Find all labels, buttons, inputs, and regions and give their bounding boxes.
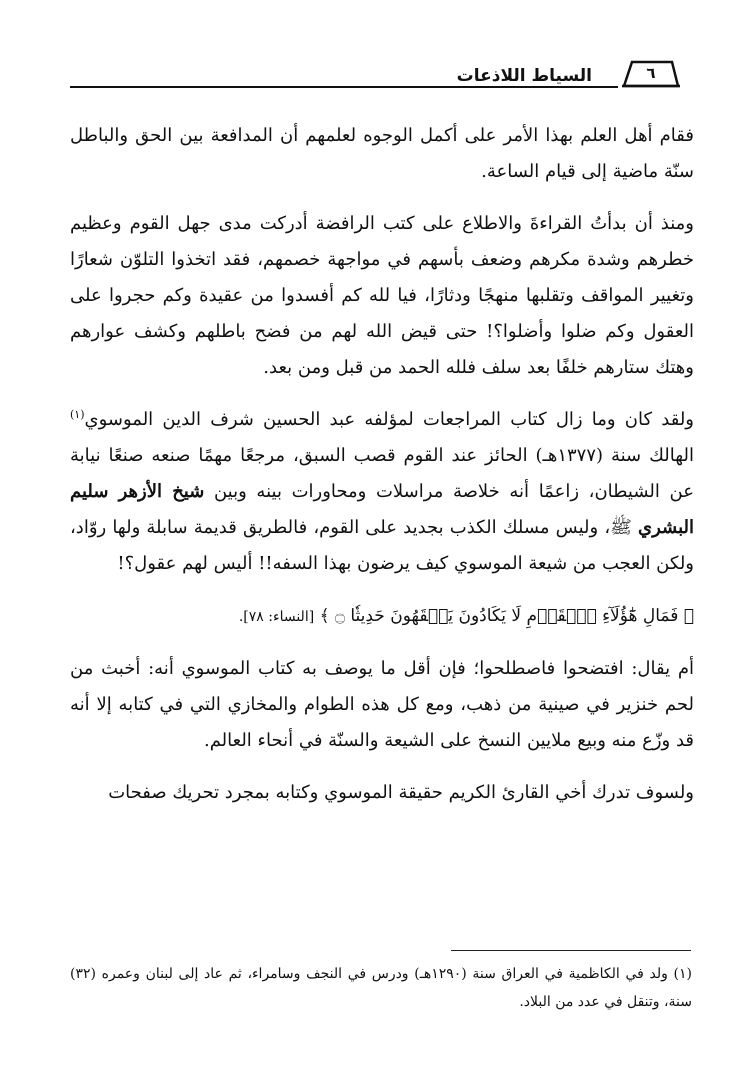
paragraph-3 [70, 402, 694, 582]
paragraph-2: ومنذ أن بدأتُ القراءةَ والاطلاع على كتب الرافضة أدركت مدى جهل القوم وعظيم خطرهم وشدة مكرهم وضعف بأسهم في مواجهة خصمهم، فقد اتخذوا التلوّن شعارًا وتغيير المواقف وتقلبها منهجًا ودثارًا، فيا لله كم أفسدوا من عقيدة وكم حجروا على العقول وكم ضلوا وأضلوا؟! حتى قيض الله لهم من فضح باطلهم وكشف عوارهم وهتك ستارهم خلفًا بعد سلف فلله الحمد من قبل ومن بعد. [70, 213, 694, 378]
quran-verse [70, 598, 694, 635]
page-number-frame [622, 60, 680, 88]
paragraph-3-start: ولقد كان وما زال كتاب المراجعات لمؤلفه عبد الحسين شرف الدين الموسوي [84, 409, 694, 430]
paragraph-3-middle: الهالك سنة (١٣٧٧هـ) الحائز عند القوم قصب السبق، مرجعًا مهمًا صنعه صنعًا نيابة عن الشيطان، زاعمًا أنه خلاصة مراسلات ومحاورات بينه وبين [70, 445, 694, 502]
paragraph-1: فقام أهل العلم بهذا الأمر على أكمل الوجوه لعلمهم أن المدافعة بين الحق والباطل سنّة ماضية إلى قيام الساعة. [70, 125, 694, 182]
running-header [70, 60, 680, 100]
header-rule [70, 86, 618, 88]
page-number: ٦ [646, 64, 656, 82]
main-text [70, 118, 694, 827]
paragraph-3-bold-name: شيخ الأزهر سليم البشري [70, 481, 694, 538]
paragraph-5: ولسوف تدرك أخي القارئ الكريم حقيقة الموسوي وكتابه بمجرد تحريك صفحات [108, 782, 694, 803]
paragraph-4: أم يقال: افتضحوا فاصطلحوا؛ فإن أقل ما يوصف به كتاب الموسوي أنه: أخبث من لحم خنزير في صينية من ذهب، ومع كل هذه الطوام والمخازي التي في كتابه إلا أنه قد وزّع منه وبيع ملايين النسخ على الشيعة والسنّة في أنحاء العالم. [70, 658, 694, 751]
book-title: السياط اللاذعات [449, 66, 600, 86]
footnote-marker[interactable]: (١) [70, 408, 85, 421]
quran-reference: [النساء: ٧٨]. [238, 609, 315, 625]
footnote-rule [451, 950, 691, 951]
paragraph-3-end: ﷺ، وليس مسلك الكذب بجديد على القوم، فالطريق قديمة سابلة ولها روّاد، ولكن العجب من شيعة الموسوي كيف يرضون بهذا السفه!! أليس لهم عقول؟! [70, 517, 694, 574]
quran-verse-text: ﴿ فَمَالِ هَٰٓؤُلَآءِ ٱلۡقَوۡمِ لَا يَكَادُونَ يَفۡقَهُونَ حَدِيثٗا ۝ ﴾ [319, 606, 694, 626]
footnotes [70, 960, 692, 1016]
footnote-1: (١) ولد في الكاظمية في العراق سنة (١٢٩٠هـ) ودرس في النجف وسامراء، ثم عاد إلى لبنان وعمره (٣٢) سنة، وتنقل في عدد من البلاد. [70, 966, 693, 1010]
